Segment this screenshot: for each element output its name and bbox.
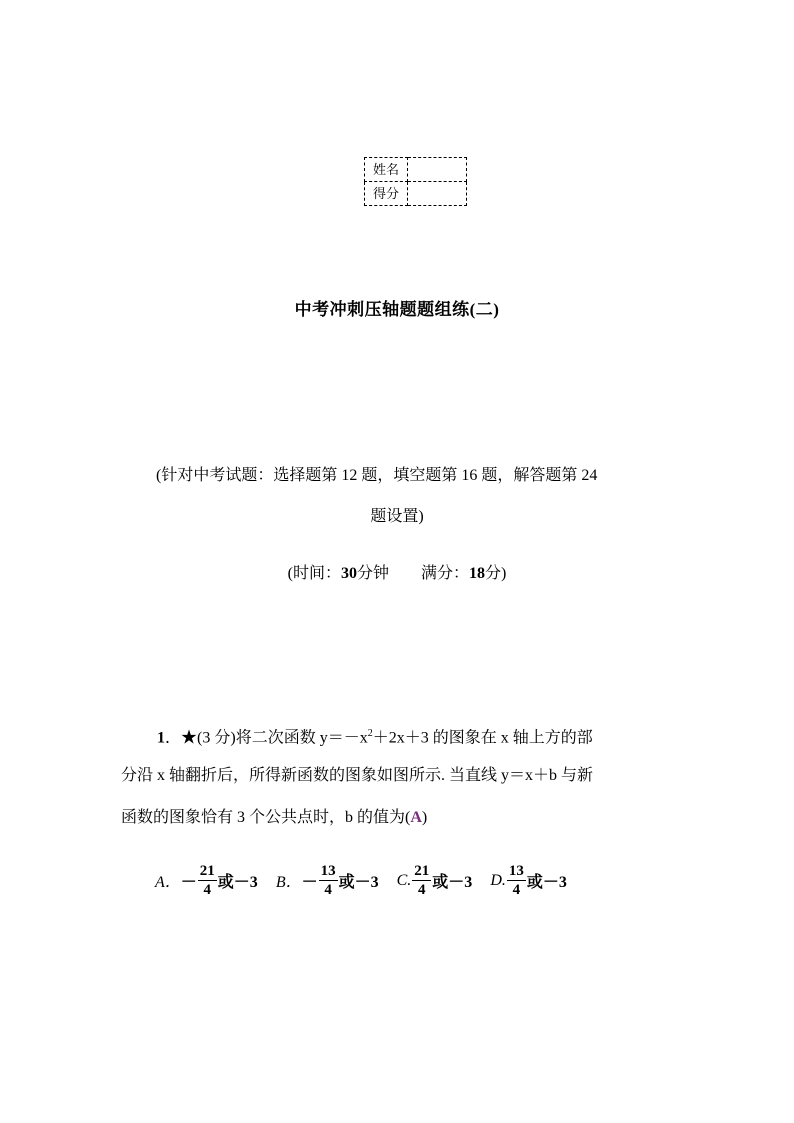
question-text-a: 将二次函数 y＝－x	[235, 729, 368, 747]
option-letter: D.	[490, 871, 506, 889]
option-suffix: 或－3	[526, 874, 567, 891]
option-letter: B．	[275, 874, 302, 891]
option-letter: C.	[396, 871, 412, 889]
answer-letter: A	[410, 809, 422, 826]
fraction-numerator: 21	[414, 863, 430, 879]
full-score-value: 18	[469, 565, 486, 582]
fraction	[198, 862, 217, 899]
question-text-b: ＋2x＋3 的图象在 x 轴上方的部	[372, 729, 593, 747]
star-icon: ★	[181, 729, 198, 747]
option-suffix: 或－3	[217, 874, 258, 891]
scope-line-2: 题设置)	[370, 508, 424, 525]
fraction-numerator: 13	[320, 863, 336, 879]
fraction-denominator: 4	[324, 882, 332, 898]
option-sign: －	[180, 874, 197, 891]
fraction	[507, 862, 526, 899]
fraction-numerator: 13	[508, 863, 524, 879]
fraction	[319, 862, 338, 899]
full-score-unit: 分)	[485, 565, 507, 582]
name-score-box	[364, 157, 467, 206]
time-label: (时间：	[287, 565, 341, 582]
time-value: 30	[340, 565, 357, 582]
question-line3-b: )	[421, 809, 428, 826]
option-sign: －	[301, 874, 318, 891]
question-1-line-2: 分沿 x 轴翻折后，所得新函数的图象如图所示. 当直线 y＝x＋b 与新	[121, 767, 594, 784]
fraction	[412, 862, 431, 899]
option-suffix: 或－3	[338, 874, 379, 891]
full-score-label: 满分：	[421, 565, 470, 582]
scope-line-1: (针对中考试题：选择题第 12 题，填空题第 16 题，解答题第 24	[156, 467, 598, 484]
question-line3-a: 函数的图象恰有 3 个公共点时，b 的值为(	[121, 809, 411, 826]
fraction-denominator: 4	[418, 882, 426, 898]
name-label: 姓名	[365, 158, 408, 182]
option-d[interactable]	[490, 862, 567, 899]
name-field[interactable]	[408, 158, 467, 182]
fraction-denominator: 4	[512, 882, 521, 898]
time-score-info	[0, 562, 794, 586]
question-1-line-1	[157, 722, 593, 750]
question-number: 1	[157, 729, 165, 747]
superscript: 2	[367, 728, 373, 739]
option-a[interactable]	[155, 862, 258, 899]
option-suffix: 或－3	[432, 874, 473, 891]
fraction-denominator: 4	[203, 882, 212, 898]
option-b[interactable]	[276, 862, 379, 899]
answer-options	[155, 862, 585, 899]
question-sep: ．	[165, 729, 182, 747]
question-points: (3 分)	[197, 729, 236, 747]
score-field[interactable]	[408, 182, 467, 206]
question-1-line-3	[121, 806, 427, 830]
page-title: 中考冲刺压轴题题组练(二)	[294, 300, 500, 319]
score-label: 得分	[365, 182, 408, 206]
option-letter: A．	[155, 874, 181, 891]
option-c[interactable]	[397, 862, 473, 899]
fraction-numerator: 21	[199, 863, 215, 879]
time-unit: 分钟	[356, 565, 389, 582]
